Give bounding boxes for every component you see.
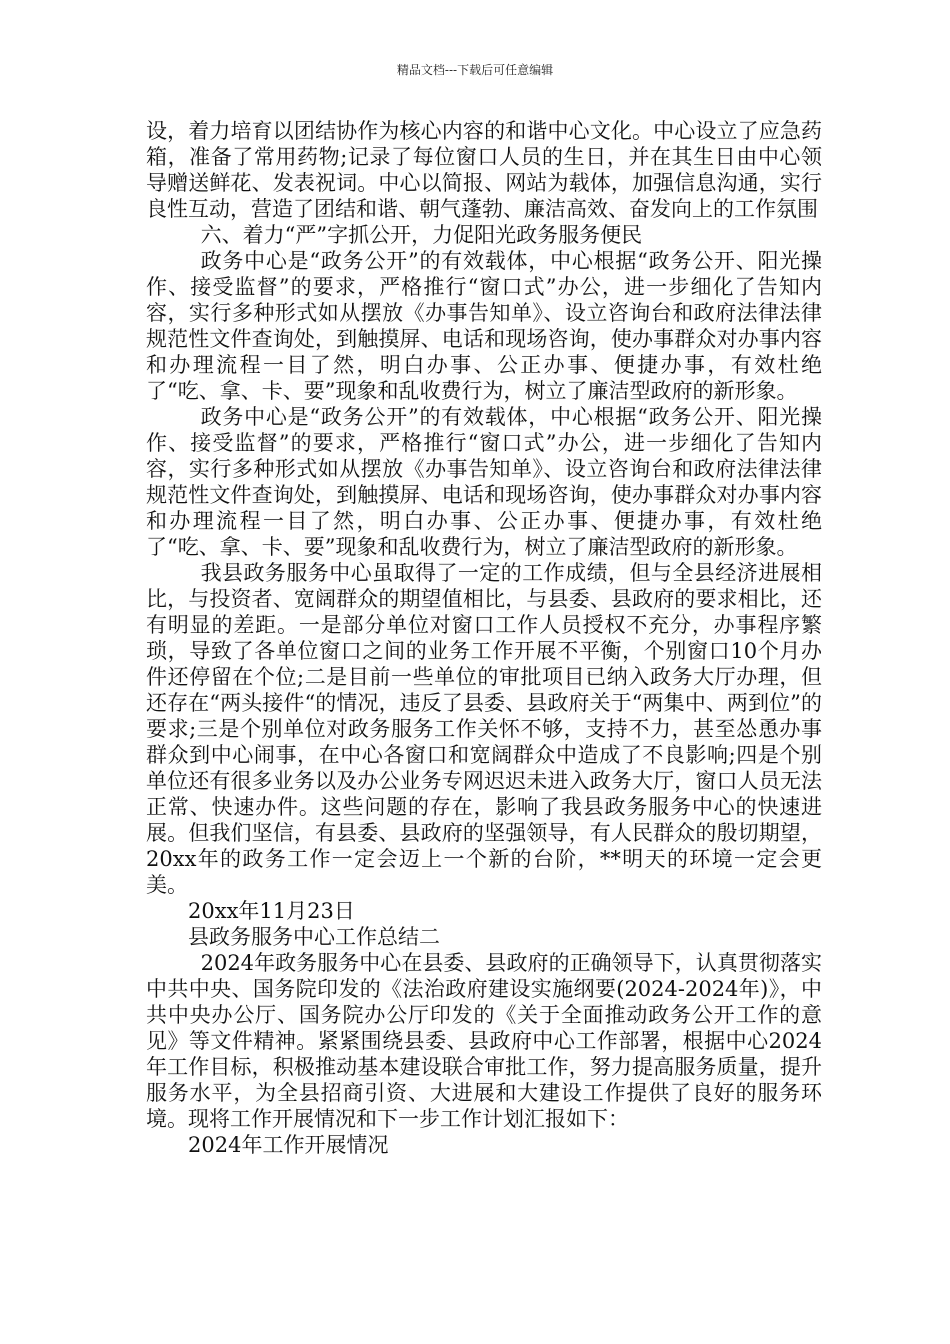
paragraph-openness-1: 政务中心是“政务公开”的有效载体，中心根据“政务公开、阳光操作、接受监督”的要求，严格推行“窗口式”办公，进一步细化了告知内容，实行多种形式如从摆放《办事告知单》、设立咨询台和政府法律法律规范性文件查询处，到触摸屏、电话和现场咨询，使办事群众对办事内容和办理流程一目了然，明白办事、公正办事、便捷办事，有效杜绝了“吃、拿、卡、要”现象和乱收费行为，树立了廉洁型政府的新形象。 bbox=[146, 249, 822, 403]
paragraph-openness-2: 政务中心是“政务公开”的有效载体，中心根据“政务公开、阳光操作、接受监督”的要求，严格推行“窗口式”办公，进一步细化了告知内容，实行多种形式如从摆放《办事告知单》、设立咨询台和政府法律法律规范性文件查询处，到触摸屏、电话和现场咨询，使办事群众对办事内容和办理流程一目了然，明白办事、公正办事、便捷办事，有效杜绝了“吃、拿、卡、要”现象和乱收费行为，树立了廉洁型政府的新形象。 bbox=[146, 405, 822, 559]
paragraph-problems: 我县政务服务中心虽取得了一定的工作成绩，但与全县经济进展相比，与投资者、宽阔群众的期望值相比，与县委、县政府的要求相比，还有明显的差距。一是部分单位对窗口工作人员授权不充分，办事程序繁琐，导致了各单位窗口之间的业务工作开展不平衡，个别窗口10个月办件还停留在个位;二是目前一些单位的审批项目已纳入政务大厅办理，但还存在“两头接件“的情况，违反了县委、县政府关于“两集中、两到位”的要求;三是个别单位对政务服务工作关怀不够，支持不力，甚至怂恿办事群众到中心闹事，在中心各窗口和宽阔群众中造成了不良影响;四是个别单位还有很多业务以及办公业务专网迟迟未进入政务大厅，窗口人员无法正常、快速办件。这些问题的存在，影响了我县政务服务中心的快速进展。但我们坚信，有县委、县政府的坚强领导，有人民群众的殷切期望，20xx年的政务工作一定会迈上一个新的台阶，**明天的环境一定会更美。 bbox=[146, 561, 822, 897]
page-header: 精品文档---下载后可任意编辑 bbox=[396, 63, 554, 77]
paragraph-culture: 设，着力培育以团结协作为核心内容的和谐中心文化。中心设立了应急药箱，准备了常用药物;记录了每位窗口人员的生日，并在其生日由中心领导赠送鲜花、发表祝词。中心以简报、网站为载体，加强信息沟通，实行良性互动，营造了团结和谐、朝气蓬勃、廉洁高效、奋发向上的工作氛围 bbox=[146, 119, 822, 221]
document-body bbox=[146, 118, 822, 1158]
section-heading-2024: 2024年工作开展情况 bbox=[188, 1133, 389, 1157]
section-title-two: 县政务服务中心工作总结二 bbox=[188, 925, 440, 949]
paragraph-summary-intro: 2024年政务服务中心在县委、县政府的正确领导下，认真贯彻落实中共中央、国务院印发的《法治政府建设实施纲要(2024-2024年)》，中共中央办公厅、国务院办公厅印发的《关于全面推动政务公开工作的意见》等文件精神。紧紧围绕县委、县政府中心工作部署，根据中心2024年工作目标，积极推动基本建设联合审批工作，努力提高服务质量，提升服务水平，为全县招商引资、大进展和大建设工作提供了良好的服务环境。现将工作开展情况和下一步工作计划汇报如下： bbox=[146, 951, 822, 1131]
date-line: 20xx年11月23日 bbox=[188, 899, 355, 923]
section-heading-six: 六、着力“严”字抓公开，力促阳光政务服务便民 bbox=[200, 223, 643, 247]
